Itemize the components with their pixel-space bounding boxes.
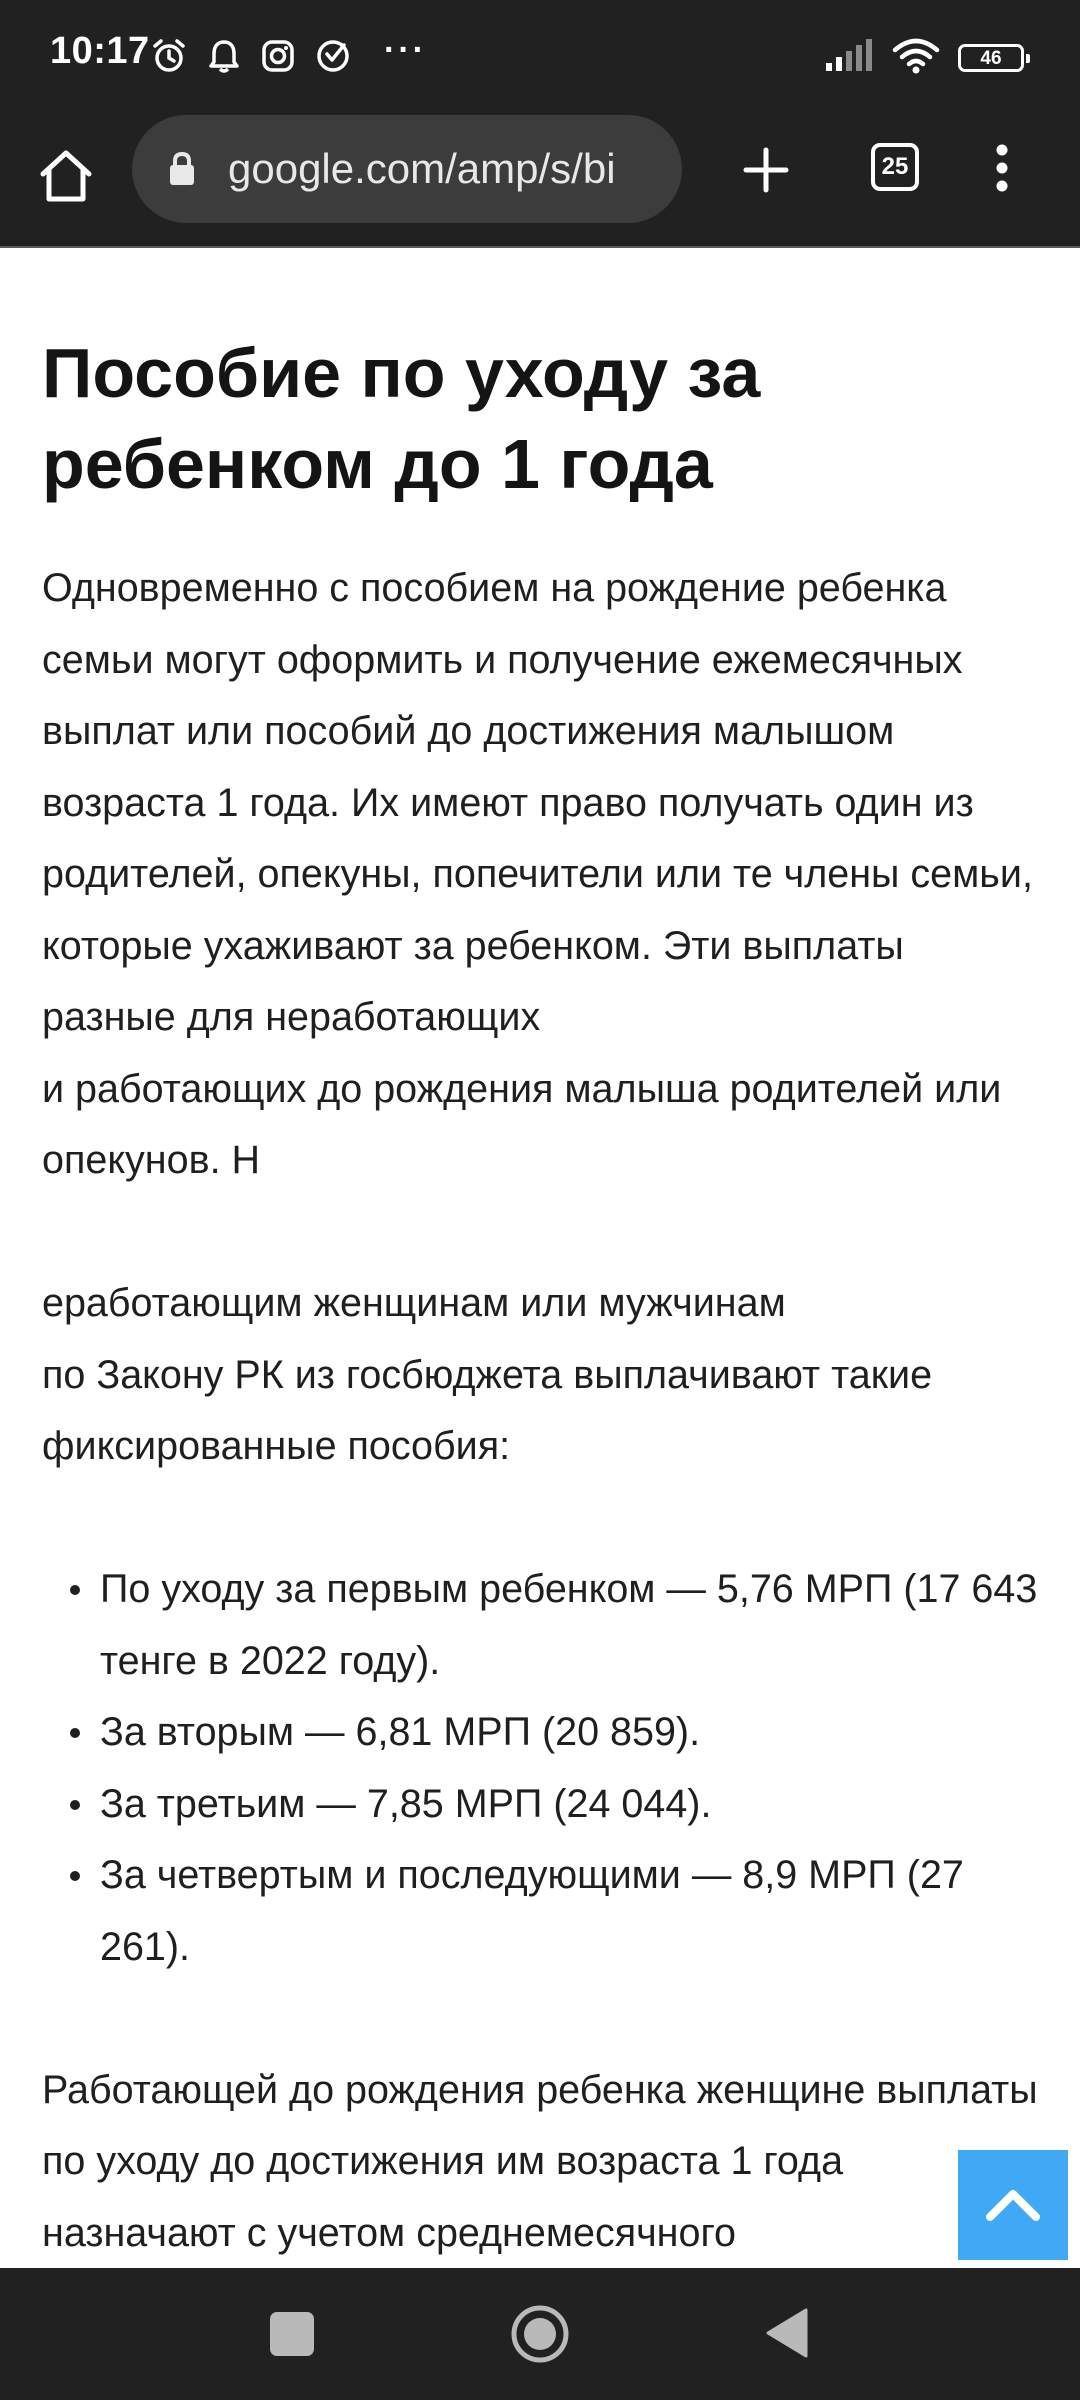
- status-time: 10:17: [50, 30, 150, 72]
- article-title: [42, 328, 1042, 510]
- chevron-up-icon: [985, 2188, 1041, 2222]
- home-nav-button[interactable]: [510, 2304, 570, 2364]
- navigation-bar: [0, 2268, 1080, 2400]
- paragraph-1-tail: и работающих до рождения малыша родителей или опекунов. Н: [42, 1066, 1002, 1182]
- notification-icons: [150, 32, 427, 80]
- more-notifications-icon: ···: [384, 30, 427, 69]
- article-title-line2: ребенком до 1 года: [42, 425, 713, 503]
- tabs-count: 25: [871, 143, 919, 191]
- lock-icon: [168, 151, 196, 187]
- browser-toolbar: [0, 112, 1080, 248]
- paragraph-1-text: Одновременно с пособием на рождение ребенка семьи могут оформить и получение ежемесячных выплат или пособий до достижения малышом возраста 1 года. Их имеют право получать один из родителей, опекуны, попечители или те члены семьи, которые ухаживают за ребенком. Эти выплаты разные для неработающих: [42, 566, 1033, 1039]
- plus-icon: [742, 146, 790, 194]
- paragraph-2: [42, 1268, 1042, 1483]
- home-icon: [37, 148, 95, 204]
- scroll-to-top-button[interactable]: [958, 2150, 1068, 2260]
- bell-icon: [206, 37, 242, 75]
- moon-icon: [314, 37, 352, 75]
- new-tab-button[interactable]: [730, 134, 802, 206]
- paragraph-3: Работающей до рождения ребенка женщине выплаты по уходу до достижения им возраста 1 года назначают с учетом среднемесячного: [42, 2067, 1038, 2255]
- paragraph-2-text: еработающим женщинам или мужчинам: [42, 1281, 786, 1325]
- menu-button[interactable]: [966, 132, 1038, 204]
- alarm-icon: [150, 37, 188, 75]
- paragraph-2-tail: по Закону РК из госбюджета выплачивают такие фиксированные пособия:: [42, 1352, 933, 1468]
- benefits-list: [42, 1554, 1042, 1983]
- list-item: За четвертым и последующими — 8,9 МРП (27 261).: [42, 1840, 1042, 1983]
- list-item: За третьим — 7,85 МРП (24 044).: [42, 1769, 1042, 1841]
- list-item: За вторым — 6,81 МРП (20 859).: [42, 1697, 1042, 1769]
- signal-icon: [824, 39, 874, 78]
- recents-button[interactable]: [270, 2312, 314, 2356]
- article-title-line1: Пособие по уходу за: [42, 334, 761, 412]
- battery-icon: [958, 44, 1024, 72]
- article-content: [42, 248, 1042, 2268]
- address-bar[interactable]: [132, 115, 682, 223]
- battery-level: 46: [980, 47, 1002, 69]
- tab-switcher-button[interactable]: [860, 132, 930, 202]
- instagram-icon: [260, 38, 296, 74]
- more-vert-icon: [995, 143, 1009, 193]
- list-item: По уходу за первым ребенком — 5,76 МРП (17 643 тенге в 2022 году).: [42, 1554, 1042, 1697]
- url-text: google.com/amp/s/bi: [228, 145, 616, 192]
- system-icons: [824, 34, 1024, 82]
- paragraph-1: [42, 553, 1042, 1197]
- wifi-icon: [892, 37, 940, 80]
- status-bar: [0, 0, 1080, 112]
- back-button[interactable]: [764, 2306, 810, 2360]
- home-button[interactable]: [30, 140, 102, 212]
